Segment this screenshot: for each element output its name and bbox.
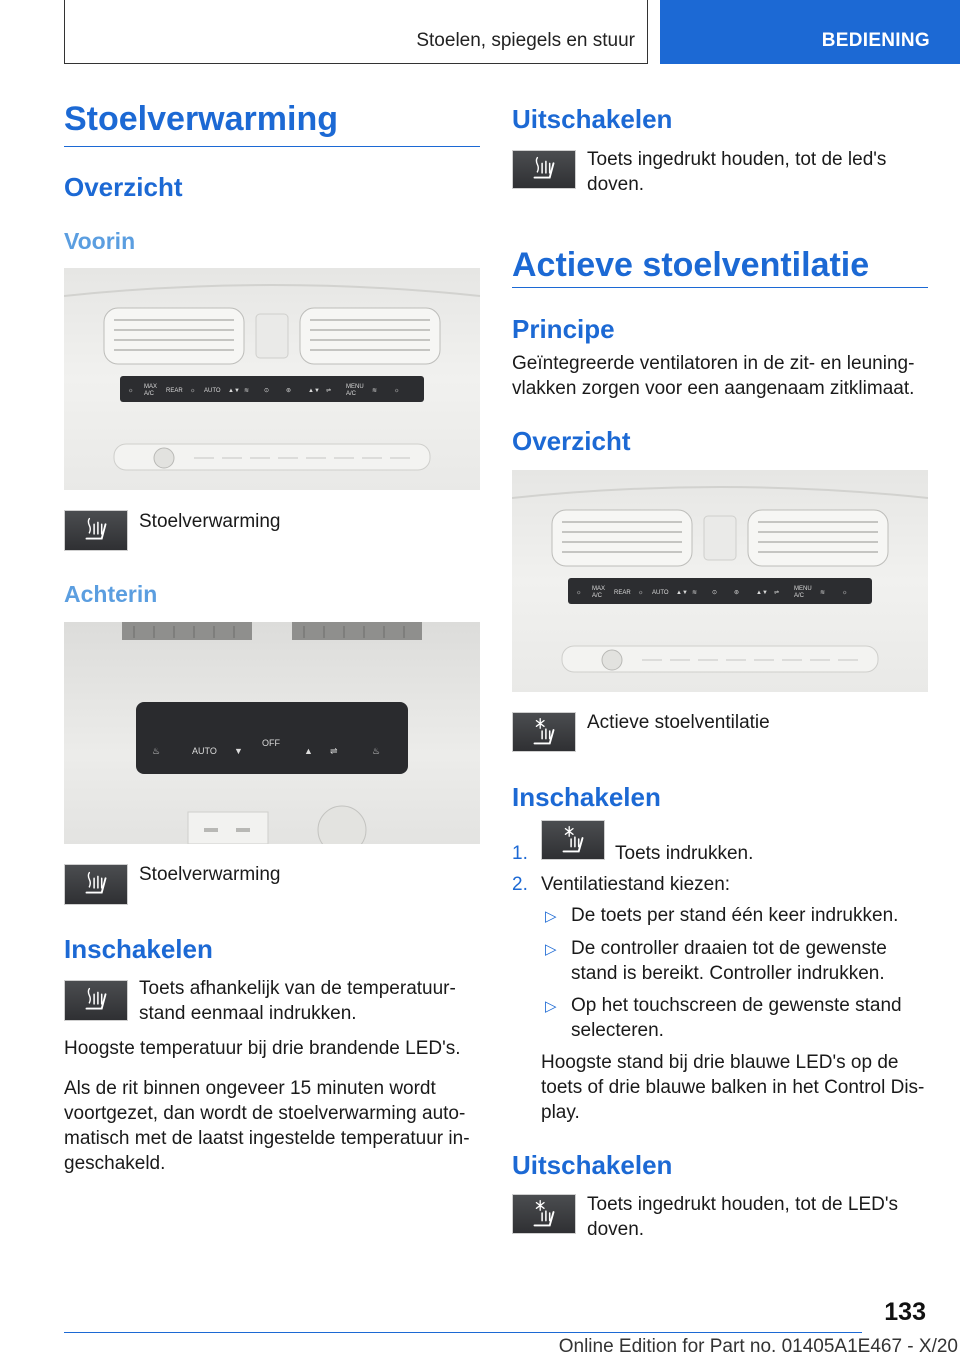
heading-principle: Principe	[512, 314, 615, 344]
section-title-seat-ventilation: Actieve stoelventilatie	[512, 246, 870, 284]
section-title-seat-heating: Stoelverwarming	[64, 100, 338, 138]
seat-ventilation-icon	[513, 713, 575, 751]
header-chapter-tab	[660, 0, 960, 64]
heading-rear: Achterin	[64, 581, 158, 607]
switch-off-ventilation-line1: Toets ingedrukt houden, tot de LED's	[587, 1194, 898, 1215]
seat-heating-button	[64, 510, 128, 551]
title-rule	[512, 287, 928, 288]
svg-text:A/C: A/C	[794, 593, 805, 599]
seat-ventilation-icon	[542, 821, 604, 859]
seat-heating-icon	[513, 151, 575, 188]
heading-switch-on: Inschakelen	[64, 934, 213, 964]
header-section-box	[64, 0, 648, 64]
svg-text:≋: ≋	[692, 590, 698, 596]
bullet-2-marker: ▷	[545, 941, 557, 958]
page-number: 133	[884, 1298, 926, 1326]
bullet-3-line2: selecteren.	[571, 1020, 664, 1041]
heading-overview: Overzicht	[64, 172, 183, 202]
step-2-text: Ventilatiestand kiezen:	[541, 874, 731, 895]
svg-text:☼: ☼	[394, 388, 400, 394]
svg-text:☼: ☼	[190, 388, 196, 394]
svg-text:⇌: ⇌	[330, 746, 338, 756]
step-2-number: 2.	[512, 874, 528, 895]
ventilation-note-line2: toets of drie blauwe balken in het Control Dis-	[541, 1077, 925, 1098]
rear-seat-heating-button	[64, 864, 128, 905]
heading-switch-off-ventilation: Uitschakelen	[512, 1150, 673, 1180]
seat-heating-icon	[65, 865, 127, 904]
bullet-3-line1: Op het touchscreen de gewenste stand	[571, 995, 902, 1016]
rear-climate-panel-image	[64, 622, 480, 844]
front-caption: Stoelverwarming	[139, 511, 281, 532]
svg-text:☼: ☼	[576, 590, 582, 596]
ventilation-caption: Actieve stoelventilatie	[587, 712, 770, 733]
svg-text:⊙: ⊙	[264, 388, 270, 394]
svg-text:REAR: REAR	[166, 388, 183, 394]
svg-text:☼: ☼	[638, 590, 644, 596]
svg-text:MAX: MAX	[592, 586, 606, 592]
resume-note-line4: geschakeld.	[64, 1153, 166, 1174]
seat-heating-icon	[65, 511, 127, 550]
resume-note-line2: voortgezet, dan wordt de stoelverwarming auto-	[64, 1103, 466, 1124]
svg-text:A/C: A/C	[592, 593, 603, 599]
svg-text:AUTO: AUTO	[204, 388, 221, 394]
svg-text:⇌: ⇌	[774, 590, 780, 596]
svg-text:MENU: MENU	[346, 384, 364, 390]
svg-text:⊛: ⊛	[734, 590, 740, 596]
heading-overview-ventilation: Overzicht	[512, 426, 631, 456]
heading-front: Voorin	[64, 228, 136, 254]
svg-text:AUTO: AUTO	[652, 590, 669, 596]
step-1-ventilation-button	[541, 820, 605, 860]
step-1-text: Toets indrukken.	[615, 843, 754, 864]
svg-text:⇌: ⇌	[326, 388, 332, 394]
principle-line2: vlakken zorgen voor een aangenaam zitklimaat.	[512, 378, 915, 399]
switch-on-button	[64, 980, 128, 1021]
heading-switch-off: Uitschakelen	[512, 104, 673, 134]
switch-on-line1: Toets afhankelijk van de temperatuur-	[139, 978, 456, 999]
svg-text:♨: ♨	[372, 746, 381, 756]
svg-text:▼: ▼	[234, 746, 243, 756]
switch-off-button	[512, 150, 576, 189]
svg-text:⊙: ⊙	[712, 590, 718, 596]
svg-text:⊛: ⊛	[286, 388, 292, 394]
svg-text:A/C: A/C	[144, 391, 155, 397]
svg-text:≋: ≋	[820, 590, 826, 596]
title-rule	[64, 146, 480, 147]
svg-text:▲▼: ▲▼	[756, 590, 768, 596]
svg-text:≋: ≋	[372, 388, 378, 394]
bullet-1-text: De toets per stand één keer indrukken.	[571, 905, 899, 926]
svg-text:♨: ♨	[152, 746, 161, 756]
header-section-title: Stoelen, spiegels en stuur	[416, 30, 635, 51]
footer-edition: Online Edition for Part no. 01405A1E467 - X/20	[558, 1336, 958, 1357]
switch-off-ventilation-button	[512, 1194, 576, 1234]
resume-note-line3: matisch met de laatst ingestelde temperatuur in-	[64, 1128, 470, 1149]
svg-text:MAX: MAX	[144, 384, 158, 390]
svg-text:REAR: REAR	[614, 590, 631, 596]
svg-text:▲▼: ▲▼	[228, 388, 240, 394]
svg-text:☼: ☼	[842, 590, 848, 596]
header-chapter-title: BEDIENING	[821, 30, 930, 51]
resume-note-line1: Als de rit binnen ongeveer 15 minuten wordt	[64, 1078, 436, 1099]
max-temp-note: Hoogste temperatuur bij drie brandende LED's.	[64, 1038, 461, 1059]
svg-text:▲: ▲	[304, 746, 313, 756]
switch-off-line2: doven.	[587, 174, 645, 195]
footer-rule	[64, 1332, 862, 1333]
seat-ventilation-icon	[513, 1195, 575, 1233]
ventilation-note-line1: Hoogste stand bij drie blauwe LED's op de	[541, 1052, 899, 1073]
ventilation-note-line3: play.	[541, 1102, 580, 1123]
svg-text:▲▼: ▲▼	[308, 388, 320, 394]
seat-ventilation-button	[512, 712, 576, 752]
svg-text:A/C: A/C	[346, 391, 357, 397]
ventilation-panel-image	[512, 470, 928, 692]
bullet-3-marker: ▷	[545, 998, 557, 1015]
switch-off-ventilation-line2: doven.	[587, 1219, 645, 1240]
svg-text:▲▼: ▲▼	[676, 590, 688, 596]
switch-on-line2: stand eenmaal indrukken.	[139, 1003, 357, 1024]
bullet-1-marker: ▷	[545, 908, 557, 925]
seat-heating-icon	[65, 981, 127, 1020]
switch-off-line1: Toets ingedrukt houden, tot de led's	[587, 149, 887, 170]
rear-caption: Stoelverwarming	[139, 864, 281, 885]
svg-text:OFF: OFF	[262, 738, 280, 748]
principle-line1: Geïntegreerde ventilatoren in de zit- en leuning-	[512, 353, 915, 374]
heading-switch-on-ventilation: Inschakelen	[512, 782, 661, 812]
svg-text:≋: ≋	[244, 388, 250, 394]
svg-text:AUTO: AUTO	[192, 746, 217, 756]
bullet-2-line1: De controller draaien tot de gewenste	[571, 938, 887, 959]
front-climate-panel-image	[64, 268, 480, 490]
step-1-number: 1.	[512, 843, 528, 864]
svg-text:☼: ☼	[128, 388, 134, 394]
bullet-2-line2: stand is bereikt. Controller indrukken.	[571, 963, 885, 984]
svg-text:MENU: MENU	[794, 586, 812, 592]
